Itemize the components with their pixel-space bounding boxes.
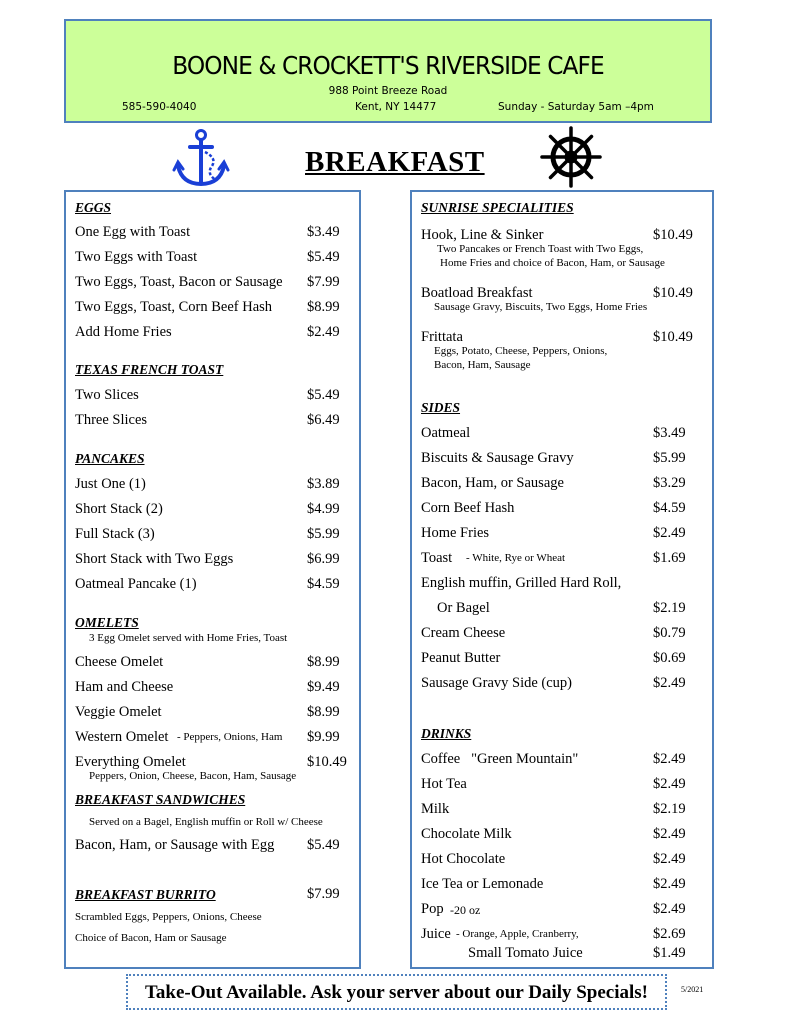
menu-item-price: $2.49: [653, 901, 686, 917]
menu-item-name: Or Bagel: [437, 600, 490, 616]
menu-item-price: $5.99: [653, 450, 686, 466]
address: 988 Point Breeze Road: [328, 85, 448, 97]
menu-item-price: $9.49: [307, 679, 340, 695]
menu-item-price: $5.49: [307, 837, 340, 853]
menu-item-name: Cream Cheese: [421, 625, 506, 641]
menu-item-price: $4.99: [307, 501, 340, 517]
menu-item-name: Hot Tea: [421, 776, 467, 792]
menu-item-price: $2.69: [653, 926, 686, 942]
section-heading-burrito: BREAKFAST BURRITO: [75, 887, 216, 902]
menu-item-price: $7.99: [307, 886, 340, 902]
menu-item-price: $4.59: [307, 576, 340, 592]
menu-item-name: Coffee "Green Mountain": [421, 751, 579, 767]
menu-item-name: Hook, Line & Sinker: [421, 227, 544, 243]
menu-item-name: Two Slices: [75, 387, 139, 403]
menu-item-name: Add Home Fries: [75, 324, 172, 340]
menu-item-name: Short Stack with Two Eggs: [75, 551, 234, 567]
menu-item-price: $2.19: [653, 600, 686, 616]
menu-item-name: Milk: [421, 801, 450, 817]
menu-item-price: $3.29: [653, 475, 686, 491]
menu-item-desc: - White, Rye or Wheat: [466, 552, 566, 564]
menu-item-price: $2.19: [653, 801, 686, 817]
menu-item-name: Toast: [421, 550, 453, 566]
menu-item-name: Chocolate Milk: [421, 826, 512, 842]
menu-item-price: $2.49: [653, 525, 686, 541]
menu-item-desc: - Peppers, Onions, Ham: [177, 731, 283, 743]
cafe-name: BOONE & CROCKETT'S RIVERSIDE CAFE: [172, 51, 604, 80]
menu-item-price: $3.49: [307, 224, 340, 240]
menu-item-name: Western Omelet: [75, 729, 169, 745]
menu-item-name: Two Eggs, Toast, Bacon or Sausage: [75, 274, 283, 290]
revision-date: 5/2021: [681, 985, 704, 994]
menu-item-name: Ice Tea or Lemonade: [421, 876, 544, 892]
menu-item-name: Corn Beef Hash: [421, 500, 515, 516]
section-heading-eggs: EGGS: [75, 200, 112, 215]
menu-item-price: $6.99: [307, 551, 340, 567]
menu-item-price: $8.99: [307, 299, 340, 315]
menu-item-name: Biscuits & Sausage Gravy: [421, 450, 574, 466]
menu-item-price: $9.99: [307, 729, 340, 745]
takeout-text: Take-Out Available. Ask your server about our Daily Specials!: [144, 982, 649, 1003]
menu-item-name: Hot Chocolate: [421, 851, 506, 867]
burrito-desc-line: Choice of Bacon, Ham or Sausage: [75, 932, 227, 944]
menu-item-price: $3.49: [653, 425, 686, 441]
menu-item-name: Ham and Cheese: [75, 679, 174, 695]
section-heading-sunrise: SUNRISE SPECIALITIES: [421, 200, 574, 215]
section-heading-sides: SIDES: [421, 400, 461, 415]
section-heading-drinks: DRINKS: [421, 726, 472, 741]
menu-item-name: Three Slices: [75, 412, 148, 428]
menu-item-price: $5.49: [307, 249, 340, 265]
menu-item-price: $8.99: [307, 704, 340, 720]
menu-item-price: $1.69: [653, 550, 686, 566]
anchor-icon: [172, 128, 230, 190]
section-heading-french-toast: TEXAS FRENCH TOAST: [75, 362, 224, 377]
menu-item-price: $5.99: [307, 526, 340, 542]
hours: Sunday - Saturday 5am –4pm: [498, 101, 654, 113]
menu-item-price: $0.79: [653, 625, 686, 641]
menu-item-desc: - Orange, Apple, Cranberry,: [456, 928, 579, 940]
ship-wheel-icon: [540, 126, 602, 188]
menu-item-name: Small Tomato Juice: [468, 945, 583, 961]
menu-item-desc: -20 oz: [450, 903, 481, 917]
menu-item-name: Short Stack (2): [75, 501, 163, 517]
menu-item-note: Eggs, Potato, Cheese, Peppers, Onions,: [434, 345, 608, 357]
menu-item-name: Sausage Gravy Side (cup): [421, 675, 572, 691]
menu-item-name: One Egg with Toast: [75, 224, 191, 240]
menu-item-name: Frittata: [421, 329, 463, 345]
menu-item-note: Peppers, Onion, Cheese, Bacon, Ham, Sausage: [89, 770, 297, 782]
section-note: Served on a Bagel, English muffin or Roll w/ Cheese: [89, 816, 323, 828]
menu-item-note: Home Fries and choice of Bacon, Ham, or Sausage: [440, 257, 665, 269]
menu-item-name: Peanut Butter: [421, 650, 501, 666]
menu-item-price: $10.49: [653, 285, 693, 301]
menu-item-price: $10.49: [307, 754, 347, 770]
menu-item-price: $2.49: [653, 675, 686, 691]
section-note: 3 Egg Omelet served with Home Fries, Toast: [89, 632, 288, 644]
menu-item-name: Boatload Breakfast: [421, 285, 533, 301]
menu-item-name: Juice: [421, 926, 451, 942]
menu-item-name: Full Stack (3): [75, 526, 155, 542]
menu-item-price: $6.49: [307, 412, 340, 428]
menu-item-price: $0.69: [653, 650, 686, 666]
menu-item-name: Just One (1): [75, 476, 146, 492]
menu-item-name: Oatmeal Pancake (1): [75, 576, 197, 592]
menu-item-name: Bacon, Ham, or Sausage with Egg: [75, 837, 275, 853]
menu-item-price: $2.49: [653, 876, 686, 892]
menu-item-price: $8.99: [307, 654, 340, 670]
menu-item-price: $2.49: [653, 776, 686, 792]
menu-item-name: Veggie Omelet: [75, 704, 162, 720]
menu-item-price: $3.89: [307, 476, 340, 492]
city: Kent, NY 14477: [355, 101, 437, 113]
menu-item-note: Bacon, Ham, Sausage: [434, 359, 531, 371]
menu-item-name: Bacon, Ham, or Sausage: [421, 475, 564, 491]
menu-item-price: $1.49: [653, 945, 686, 961]
menu-item-price: $2.49: [653, 751, 686, 767]
menu-item-note: Two Pancakes or French Toast with Two Eggs,: [437, 243, 644, 255]
phone: 585-590-4040: [122, 101, 197, 113]
header-banner: [64, 19, 712, 123]
section-heading-omelets: OMELETS: [75, 615, 139, 630]
menu-item-price: $2.49: [307, 324, 340, 340]
menu-item-price: $5.49: [307, 387, 340, 403]
menu-item-name: Oatmeal: [421, 425, 471, 441]
menu-item-name: English muffin, Grilled Hard Roll,: [421, 575, 622, 591]
section-heading-pancakes: PANCAKES: [75, 451, 145, 466]
menu-item-name: Cheese Omelet: [75, 654, 164, 670]
menu-item-name: Pop: [421, 901, 444, 917]
menu-item-name: Home Fries: [421, 525, 490, 541]
menu-item-name: Everything Omelet: [75, 754, 186, 770]
menu-item-price: $4.59: [653, 500, 686, 516]
menu-item-price: $10.49: [653, 329, 693, 345]
page-title: BREAKFAST: [305, 146, 485, 178]
menu-item-price: $2.49: [653, 826, 686, 842]
menu-item-name: Two Eggs, Toast, Corn Beef Hash: [75, 299, 273, 315]
menu-item-price: $7.99: [307, 274, 340, 290]
menu-item-note: Sausage Gravy, Biscuits, Two Eggs, Home Fries: [434, 301, 648, 313]
burrito-desc-line: Scrambled Eggs, Peppers, Onions, Cheese: [75, 911, 262, 923]
menu-item-price: $2.49: [653, 851, 686, 867]
menu-item-price: $10.49: [653, 227, 693, 243]
menu-item-name: Two Eggs with Toast: [75, 249, 198, 265]
section-heading-sandwiches: BREAKFAST SANDWICHES: [75, 792, 246, 807]
